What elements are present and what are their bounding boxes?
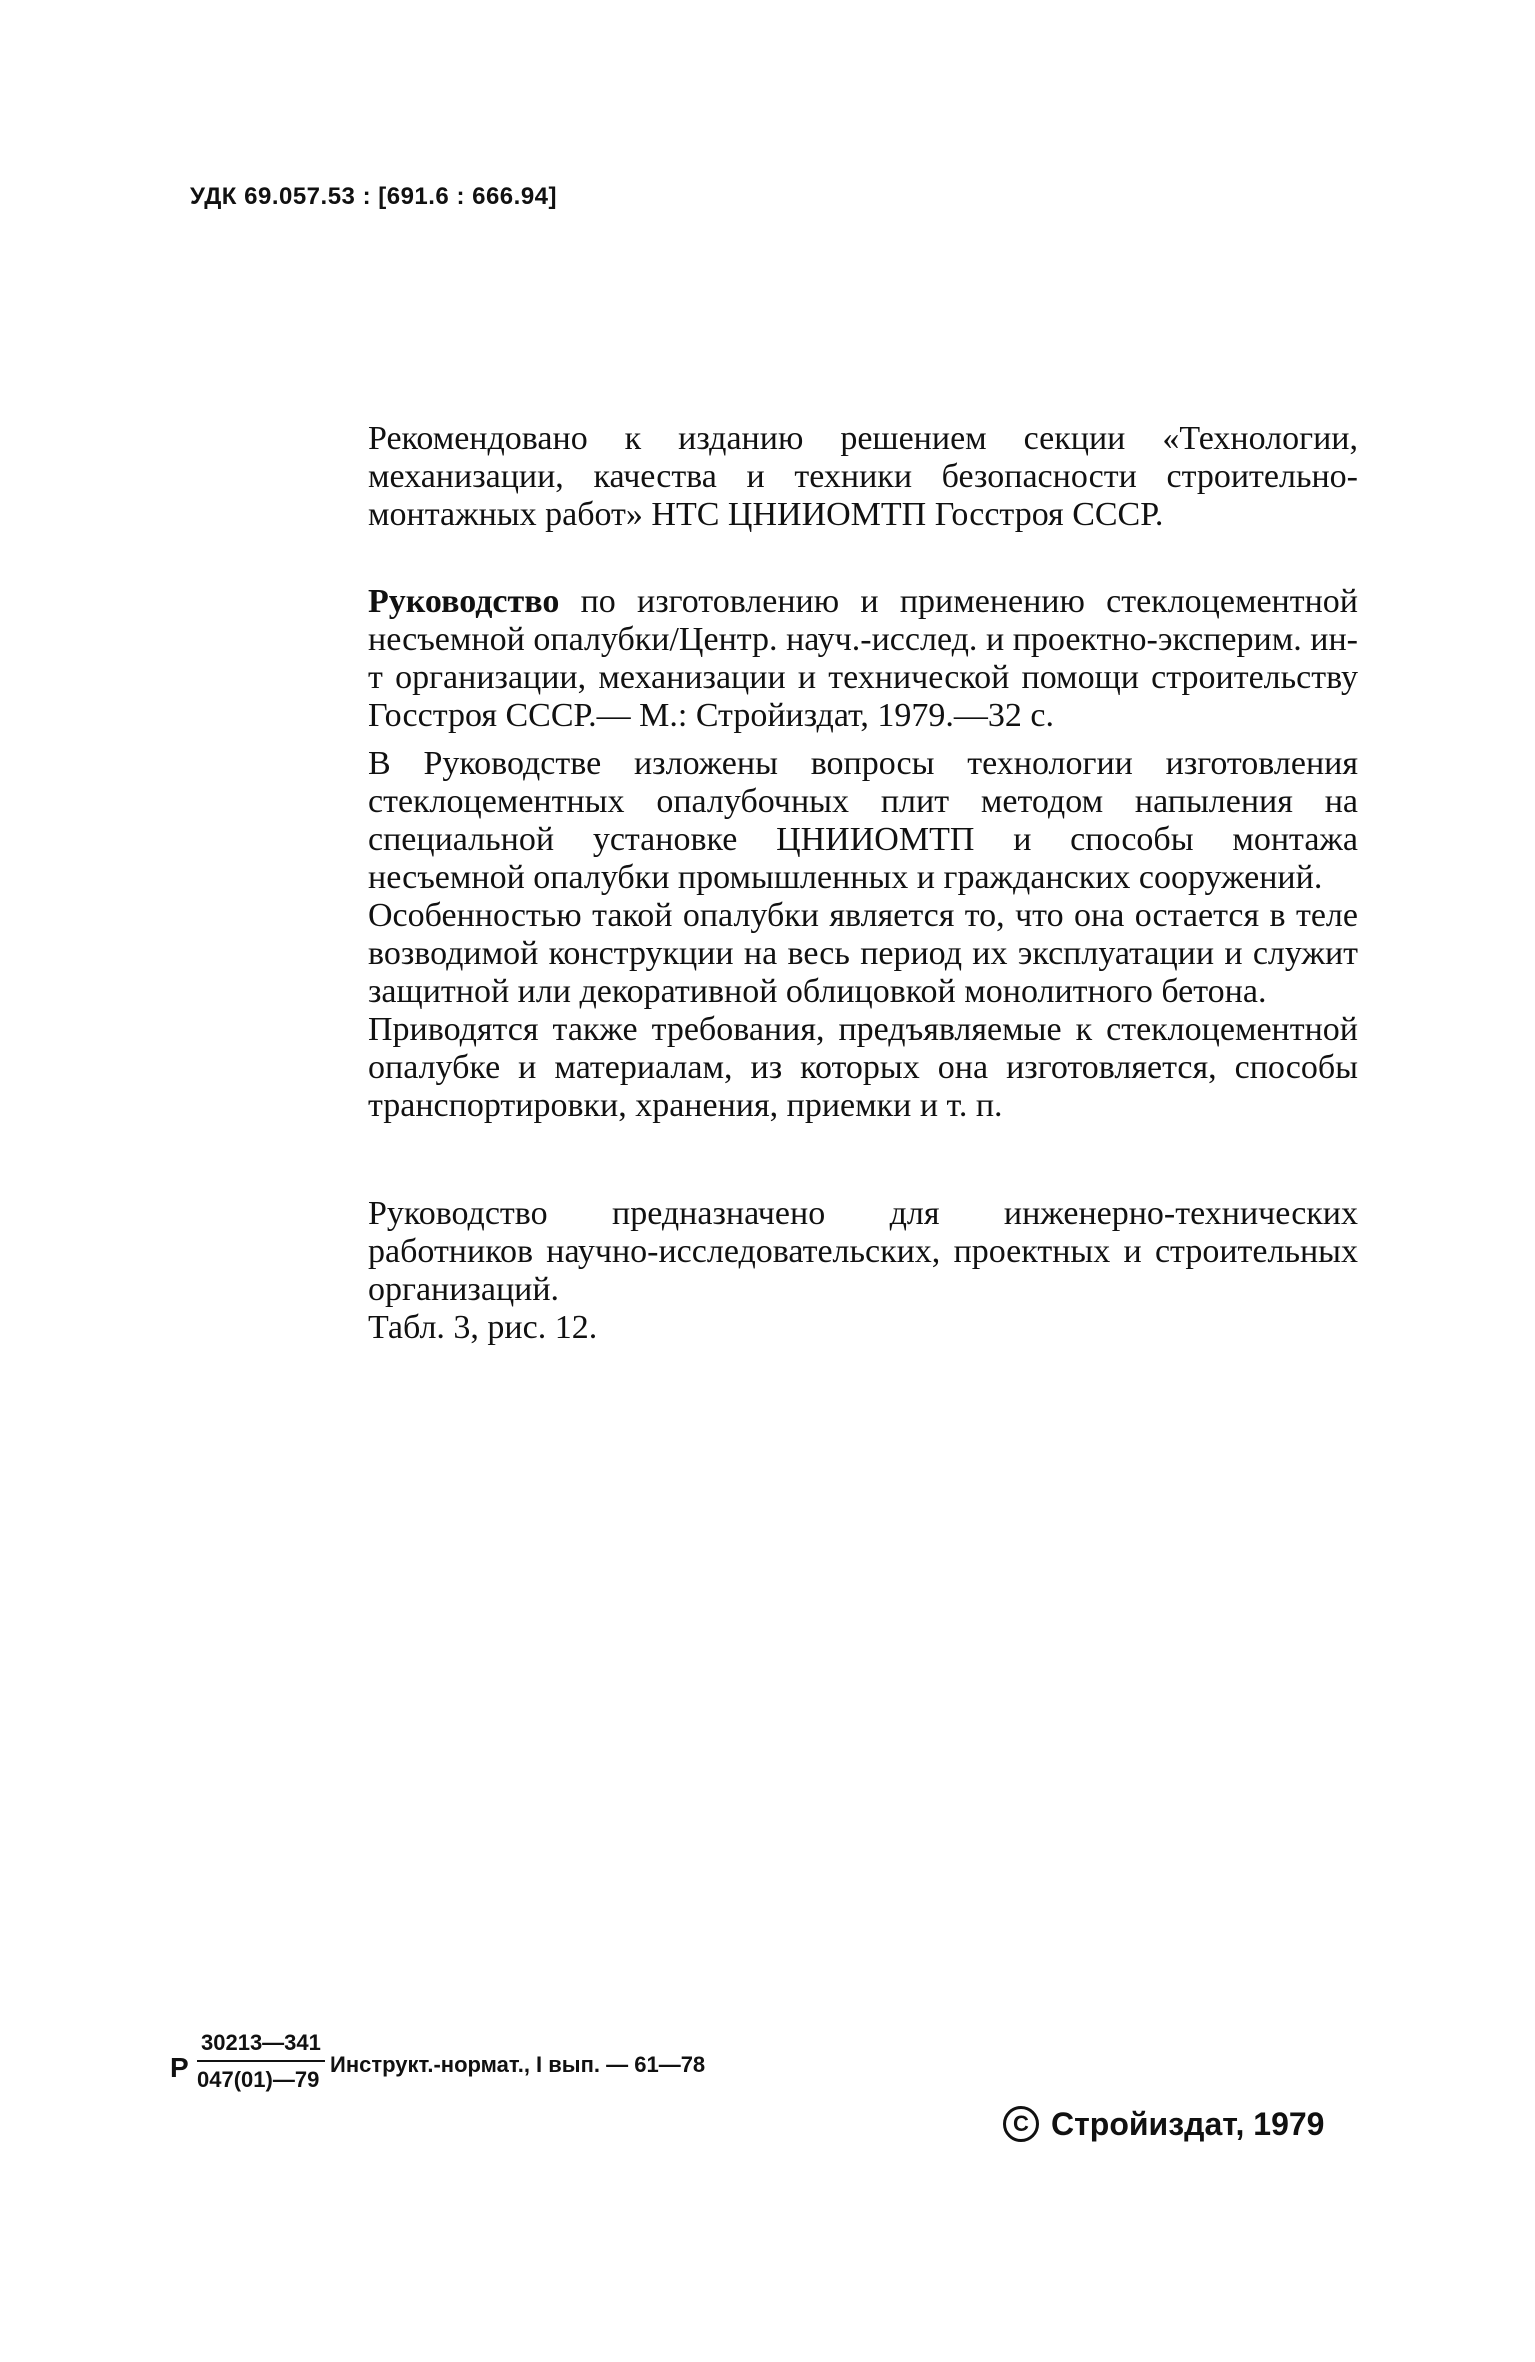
purpose-block [368, 1195, 1358, 1347]
biblio-rest: по изготовлению и применению стеклоцементной несъемной опалубки/Центр. науч.-исслед. и проектно-эксперим. ин-т организации, механизации и технической помощи строительству Госстроя СССР.— М.: Стройиздат, 1979.—32 с. [368, 583, 1358, 734]
classification-tail: Инструкт.-нормат., I вып. — 61—78 [330, 2052, 706, 2077]
annotation-paragraph-1: В Руководстве изложены вопросы технологии изготовления стеклоцементных опалубочных плит методом напыления на специальной установке ЦНИИОМТП и способы монтажа несъемной опалубки промышленных и гражданских сооружений. [368, 745, 1358, 896]
copyright-icon: C [1003, 2106, 1039, 2142]
purpose-text: Руководство предназначено для инженерно-технических работников научно-исследовательских, проектных и строительных организаций. [368, 1195, 1358, 1308]
biblio-text [368, 583, 1358, 735]
classification-fraction [197, 2028, 325, 2094]
recommendation-paragraph [368, 420, 1358, 534]
copyright-line [1003, 2106, 1324, 2145]
biblio-title: Руководство [368, 583, 560, 620]
udk-code: УДК 69.057.53 : [691.6 : 666.94] [190, 183, 557, 210]
classification-denominator: 047(01)—79 [197, 2067, 320, 2092]
copyright-text: Стройиздат, 1979 [1051, 2106, 1325, 2142]
classification-numerator: 30213—341 [201, 2030, 321, 2055]
annotation [368, 745, 1358, 1125]
recommendation-text: Рекомендовано к изданию решением секции «Технологии, механизации, качества и техники безопасности строительно-монтажных работ» НТС ЦНИИОМТП Госстроя СССР. [368, 420, 1358, 533]
tables-figures-count: Табл. 3, рис. 12. [368, 1309, 598, 1346]
bibliographic-description [368, 583, 1358, 735]
classification-letter: Р [170, 2052, 189, 2083]
annotation-paragraph-3: Приводятся также требования, предъявляемые к стеклоцементной опалубке и материалам, из которых она изготовляется, способы транспортировки, хранения, приемки и т. п. [368, 1011, 1358, 1124]
fraction-bar [197, 2060, 325, 2062]
annotation-paragraph-2: Особенностью такой опалубки является то, что она остается в теле возводимой конструкции на весь период их эксплуатации и служит защитной или декоративной облицовкой монолитного бетона. [368, 897, 1358, 1010]
